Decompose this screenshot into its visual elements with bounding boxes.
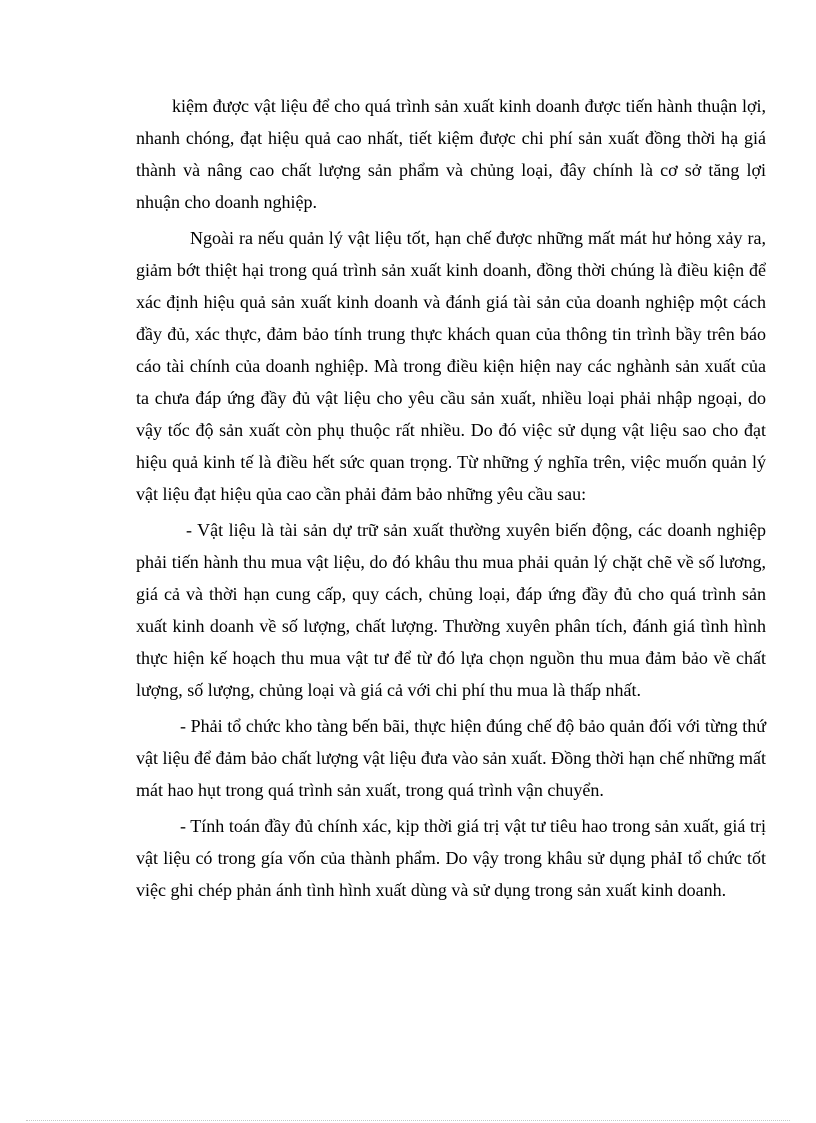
page-bottom-divider <box>26 1120 790 1121</box>
paragraph-1: kiệm được vật liệu để cho quá trình sản xuất kinh doanh được tiến hành thuận lợi, nhanh chóng, đạt hiệu quả cao nhất, tiết kiệm được chi phí sản xuất đồng thời hạ giá thành và nâng cao chất lượng sản phẩm và chủng loại, đây chính là cơ sở tăng lợi nhuận cho doanh nghiệp. <box>136 96 766 212</box>
paragraph-4: - Phải tổ chức kho tàng bến bãi, thực hiện đúng chế độ bảo quản đối với từng thứ vật liệu để đảm bảo chất lượng vật liệu đưa vào sản xuất. Đồng thời hạn chế những mất mát hao hụt trong quá trình sản xuất, trong quá trình vận chuyển. <box>136 716 766 800</box>
paragraph-5: - Tính toán đầy đủ chính xác, kịp thời giá trị vật tư tiêu hao trong sản xuất, giá trị vật liệu có trong gía vốn của thành phẩm. Do vậy trong khâu sử dụng phảI tổ chức tốt việc ghi chép phản ánh tình hình xuất dùng và sử dụng trong sản xuất kinh doanh. <box>136 816 766 900</box>
paragraph-3: - Vật liệu là tài sản dự trữ sản xuất thường xuyên biến động, các doanh nghiệp phải tiến hành thu mua vật liệu, do đó khâu thu mua phải quản lý chặt chẽ về số lương, giá cả và thời hạn cung cấp, quy cách, chủng loại, đáp ứng đầy đủ cho quá trình sản xuất kinh doanh về số lượng, chất lượng. Thường xuyên phân tích, đánh giá tình hình thực hiện kế hoạch thu mua vật tư để từ đó lựa chọn nguồn thu mua đảm bảo về chất lượng, số lượng, chủng loại và giá cả với chi phí thu mua là thấp nhất. <box>136 520 766 700</box>
paragraph-2: Ngoài ra nếu quản lý vật liệu tốt, hạn chế được những mất mát hư hỏng xảy ra, giảm bớt thiệt hại trong quá trình sản xuất kinh doanh, đồng thời chúng là điều kiện để xác định hiệu quả sản xuất kinh doanh và đánh giá tài sản của doanh nghiệp một cách đầy đủ, xác thực, đảm bảo tính trung thực khách quan của thông tin trình bầy trên báo cáo tài chính của doanh nghiệp. Mà trong điều kiện hiện nay các nghành sản xuất của ta chưa đáp ứng đầy đủ vật liệu cho yêu cầu sản xuất, nhiều loại phải nhập ngoại, do vậy tốc độ sản xuất còn phụ thuộc rất nhiều. Do đó việc sử dụng vật liệu sao cho đạt hiệu quả kinh tế là điều hết sức quan trọng. Từ những ý nghĩa trên, việc muốn quản lý vật liệu đạt hiệu qủa cao cần phải đảm bảo những yêu cầu sau: <box>136 228 766 504</box>
document-body <box>136 90 766 910</box>
